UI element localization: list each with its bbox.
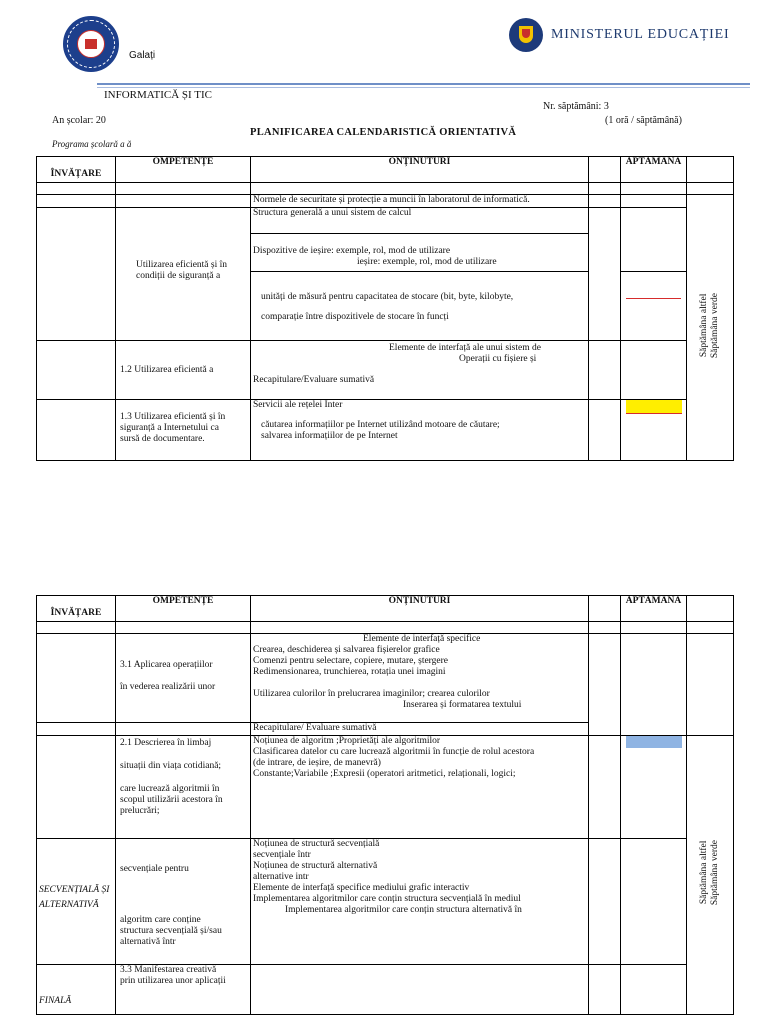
- header-invatare: ÎNVĂȚARE: [37, 596, 116, 622]
- header-saptamana: ĂPTĂMÂNA: [621, 157, 687, 183]
- content-line: Noțiunea de structură alternativă: [253, 861, 378, 871]
- school-year: An școlar: 20: [52, 115, 106, 126]
- crest-icon: [519, 26, 533, 43]
- side-label-altfel: Săptămâna altfel: [699, 841, 709, 905]
- yellow-marker: [626, 400, 682, 414]
- content-internet: [251, 400, 589, 461]
- content-line: Recapitulare/Evaluare sumativă: [253, 375, 375, 385]
- content-line: alternative intr: [253, 872, 309, 882]
- red-marker: [626, 298, 681, 299]
- content-line: Crearea, deschiderea și salvarea fișierelor grafice: [253, 645, 440, 655]
- unit-text: ALTERNATIVĂ: [39, 900, 99, 910]
- table-row: [37, 195, 734, 208]
- competence-text: 1.3 Utilizarea eficientă și în: [120, 412, 226, 422]
- program-label: Programa școlară a ă: [52, 139, 132, 149]
- subject-label: INFORMATICĂ ȘI TIC: [104, 89, 212, 101]
- content-structures: [251, 839, 589, 965]
- content-line: salvarea informațiilor de pe Internet: [261, 431, 398, 441]
- security-norms: Normele de securitate și protecție a muncii în laboratorul de informatică.: [251, 195, 589, 208]
- side-label-altfel: Săptămâna altfel: [699, 293, 709, 358]
- content-line: Noțiunea de algoritm ;Proprietăți ale algoritmilor: [253, 736, 441, 746]
- content-line: Operații cu fișiere și: [459, 354, 537, 364]
- content-line: Elemente de interfață specifice mediului grafic interactiv: [253, 883, 470, 893]
- competence-text: algoritm care conține: [120, 915, 201, 925]
- planning-table-2: [36, 595, 734, 1015]
- content-line: Utilizarea culorilor în prelucrarea imaginilor; crearea culorilor: [253, 689, 490, 699]
- content-recap: Recapitulare/ Evaluare sumativă: [251, 723, 589, 736]
- side-label-verde: Săptămâna verde: [710, 840, 720, 906]
- competence-2-1: [116, 736, 251, 839]
- header-col6: [687, 596, 734, 622]
- content-line: Redimensionarea, trunchierea, rotația unei imagini: [253, 667, 446, 677]
- table-row: [37, 736, 734, 839]
- content-interface: [251, 341, 589, 400]
- header-continuturi: ONȚINUTURI: [251, 157, 589, 183]
- competence-text: alternativă într: [120, 937, 176, 947]
- content-line: Elemente de interfață ale unui sistem de: [389, 343, 541, 353]
- competence-3-3: [116, 965, 251, 1015]
- header-invatare: ÎNVĂȚARE: [37, 157, 116, 183]
- competence-text: structura secvențială și/sau: [120, 926, 222, 936]
- hours-label: (1 oră / săptămână): [605, 115, 682, 126]
- table-row: [37, 839, 734, 965]
- header-divider: [97, 83, 750, 85]
- table-header-row: [37, 596, 734, 622]
- table-row: [37, 400, 734, 461]
- table-row: [37, 622, 734, 634]
- header-saptamana: ĂPTĂMÂNA: [621, 596, 687, 622]
- unit-label-final: FINALĂ: [37, 965, 116, 1015]
- side-week-labels: [687, 736, 734, 1015]
- competence-text: sursă de documentare.: [120, 434, 205, 444]
- logo-emblem: [77, 30, 105, 58]
- ministry-name: MINISTERUL EDUCAȚIEI: [551, 27, 730, 42]
- unit-text: SECVENȚIALĂ ȘI: [39, 885, 110, 895]
- ministry-logo: [509, 18, 543, 52]
- content-line: Implementarea algoritmilor care conțin structura alternativă în: [285, 905, 522, 915]
- header-col4: [589, 157, 621, 183]
- header-col4: [589, 596, 621, 622]
- header-divider-thin: [97, 87, 750, 88]
- competence-text: 3.3 Manifestarea creativă: [120, 965, 217, 975]
- competence-text: prelucrări;: [120, 806, 160, 816]
- content-line: unități de măsură pentru capacitatea de stocare (bit, byte, kilobyte,: [261, 292, 514, 302]
- competence-text: prin utilizarea unor aplicații: [120, 976, 226, 986]
- competence-text: Utilizarea eficientă și în: [136, 260, 227, 270]
- content-line: căutarea informațiilor pe Internet utilizând motoare de căutare;: [261, 420, 500, 430]
- content-line: Servicii ale rețelei Inter: [253, 400, 343, 410]
- competence-3-2: [116, 839, 251, 965]
- competence-1-2: 1.2 Utilizarea eficientă a: [116, 341, 251, 400]
- content-algorithms: [251, 736, 589, 839]
- competence-1-1: [116, 208, 251, 341]
- content-line: Constante;Variabile ;Expresii (operatori aritmetici, relaționali, logici;: [253, 769, 516, 779]
- header-competente: OMPETENȚE: [116, 596, 251, 622]
- week-cell: [621, 736, 687, 839]
- header-competente: OMPETENȚE: [116, 157, 251, 183]
- content-line: comparație între dispozitivele de stocare în funcți: [261, 312, 449, 322]
- table-row: [37, 341, 734, 400]
- book-icon: [85, 39, 97, 49]
- competence-text: care lucrează algoritmii în: [120, 784, 220, 794]
- content-line: secvențiale într: [253, 850, 311, 860]
- content-line: Implementarea algoritmilor care conțin structura secvențială în mediul: [253, 894, 521, 904]
- content-line: Comenzi pentru selectare, copiere, mutare, ștergere: [253, 656, 449, 666]
- side-label-verde: Săptămâna verde: [710, 292, 720, 359]
- competence-text: 3.1 Aplicarea operațiilor: [120, 660, 213, 670]
- competence-text: situații din viața cotidiană;: [120, 761, 222, 771]
- competence-text: siguranță a Internetului ca: [120, 423, 219, 433]
- content-line: Elemente de interfață specifice: [363, 634, 481, 644]
- header-continuturi: ONȚINUTURI: [251, 596, 589, 622]
- unit-label-sequential: [37, 839, 116, 965]
- content-line: Inserarea și formatarea textului: [403, 700, 522, 710]
- table-row: [37, 965, 734, 1015]
- competence-text: scopul utilizării acestora în: [120, 795, 223, 805]
- content-graphics: [251, 634, 589, 723]
- competence-text: 2.1 Descrierea în limbaj: [120, 738, 212, 748]
- content-structure: Structura generală a unui sistem de calcul: [251, 208, 589, 234]
- competence-1-3: [116, 400, 251, 461]
- table-row: [37, 634, 734, 723]
- content-line: Dispozitive de ieșire: exemple, rol, mod de utilizare: [253, 246, 451, 256]
- page-title: PLANIFICAREA CALENDARISTICĂ ORIENTATIVĂ: [250, 127, 517, 138]
- table-header-row: [37, 157, 734, 183]
- content-line: ieșire: exemple, rol, mod de utilizare: [357, 257, 497, 267]
- table-row: [37, 183, 734, 195]
- week-cell: [621, 272, 687, 341]
- content-line: Noțiunea de structură secvențială: [253, 839, 380, 849]
- planning-table-1: [36, 156, 734, 461]
- header-col6: [687, 157, 734, 183]
- content-line: (de intrare, de ieșire, de manevră): [253, 758, 381, 768]
- content-devices: [251, 234, 589, 272]
- week-cell: [621, 400, 687, 461]
- competence-text: condiții de siguranță a: [136, 271, 221, 281]
- content-storage: [251, 272, 589, 341]
- competence-3-1: [116, 634, 251, 723]
- city-label: Galați: [129, 50, 156, 61]
- blue-marker: [626, 736, 682, 748]
- side-week-labels: [687, 195, 734, 461]
- weeks-label: Nr. săptămâni: 3: [543, 101, 609, 112]
- competence-text: secvențiale pentru: [120, 864, 189, 874]
- school-logo: [63, 16, 119, 72]
- table-row: [37, 208, 734, 234]
- content-line: Clasificarea datelor cu care lucrează algoritmii în funcție de rolul acestora: [253, 747, 535, 757]
- competence-text: în vederea realizării unor: [120, 682, 216, 692]
